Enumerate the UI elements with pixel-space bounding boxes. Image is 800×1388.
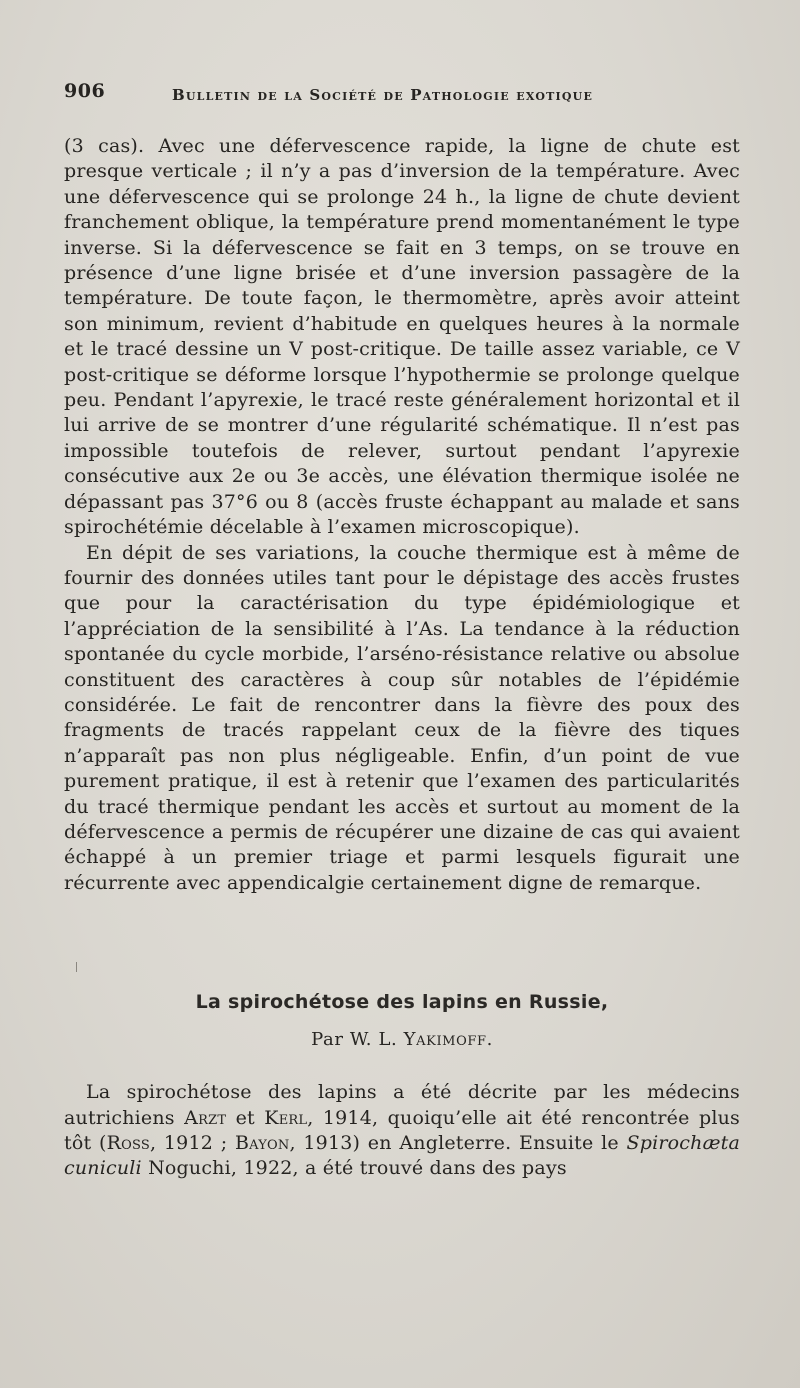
paragraph-conclusion: En dépit de ses variations, la couche thermique est à même de fournir des données utiles tant pour le dépistage des accès frustes que pour la caractérisation du type épidémiologique et l’appréciation de la sensibilité à l’As. La tendance à la réduction spontanée du cycle morbide, l’arséno-résistance relative ou absolue constituent des caractères à coup sûr notables de l’épidémie considérée. Le fait de rencontrer dans la fièvre des poux des fragments de tracés rappelant ceux de la fièvre des tiques n’apparaît pas non plus négligeable. Enfin, d’un point de vue purement pratique, il est à retenir que l’examen des particularités du tracé thermique pendant les accès et surtout au moment de la défervescence a permis de récupérer une dizaine de cas qui avaient échappé à un premier triage et parmi lesquels figurait une récurrente avec appendicalgie certainement digne de remarque. xyxy=(64,541,740,894)
paragraph-continued: (3 cas). Avec une défervescence rapide, la ligne de chute est presque verticale ; il n’y a pas d’inversion de la température. Avec une défervescence qui se prolonge 24 h., la ligne de chute devient franchement oblique, la température prend momentanément le type inverse. Si la défervescence se fait en 3 temps, on se trouve en présence d’une ligne brisée et d’une inversion passagère de la température. De toute façon, le thermomètre, après avoir atteint son minimum, revient d’habitude en quelques heures à la normale et le tracé dessine un V post-critique. De taille assez variable, ce V post-critique se déforme lorsque l’hypothermie se prolonge quelque peu. Pendant l’apyrexie, le tracé reste généralement horizontal et il lui arrive de se montrer d’une régularité schématique. Il n’est pas impossible toutefois de relever, surtout pendant l’apyrexie consécutive aux 2e ou 3e accès, une élévation thermique isolée ne dépassant pas 37°6 ou 8 (accès fruste échappant au malade et sans spirochétémie décelable à l’examen microscopique). xyxy=(64,135,740,539)
stray-ink-mark xyxy=(76,962,77,972)
main-body xyxy=(64,134,740,896)
text-segment: Noguchi, 1922, a été trouvé dans des pays xyxy=(141,1157,567,1180)
article-body xyxy=(64,1080,740,1182)
text-segment: et xyxy=(226,1106,265,1129)
text-segment: , 1914, quoiqu’elle ait été rencontrée plus tôt ( xyxy=(64,1106,740,1154)
author-ref-bayon: Bayon xyxy=(235,1132,290,1154)
article-title: La spirochétose des lapins en Russie, xyxy=(195,991,609,1014)
author-ref-kerl: Kerl xyxy=(264,1106,308,1129)
journal-title: Bulletin de la Société de Pathologie exotique xyxy=(172,86,594,104)
article-paragraph xyxy=(64,1080,740,1182)
text-segment: La spirochétose des lapins a été décrite par les médecins autrichiens xyxy=(64,1081,740,1129)
author-name: Yakimoff. xyxy=(403,1029,493,1051)
text-segment: , 1912 ; xyxy=(149,1132,235,1154)
author-prefix: Par W. L. xyxy=(311,1029,398,1051)
species-name: Spirochæta cuniculi xyxy=(64,1132,741,1180)
text-segment: , 1913) en Angleterre. Ensuite le xyxy=(289,1132,627,1154)
author-line xyxy=(64,1029,740,1050)
author-ref-arzt: Arzt xyxy=(184,1106,227,1129)
author-ref-ross: Ross xyxy=(106,1132,150,1154)
running-head xyxy=(64,72,740,112)
page-number: 906 xyxy=(64,80,106,102)
